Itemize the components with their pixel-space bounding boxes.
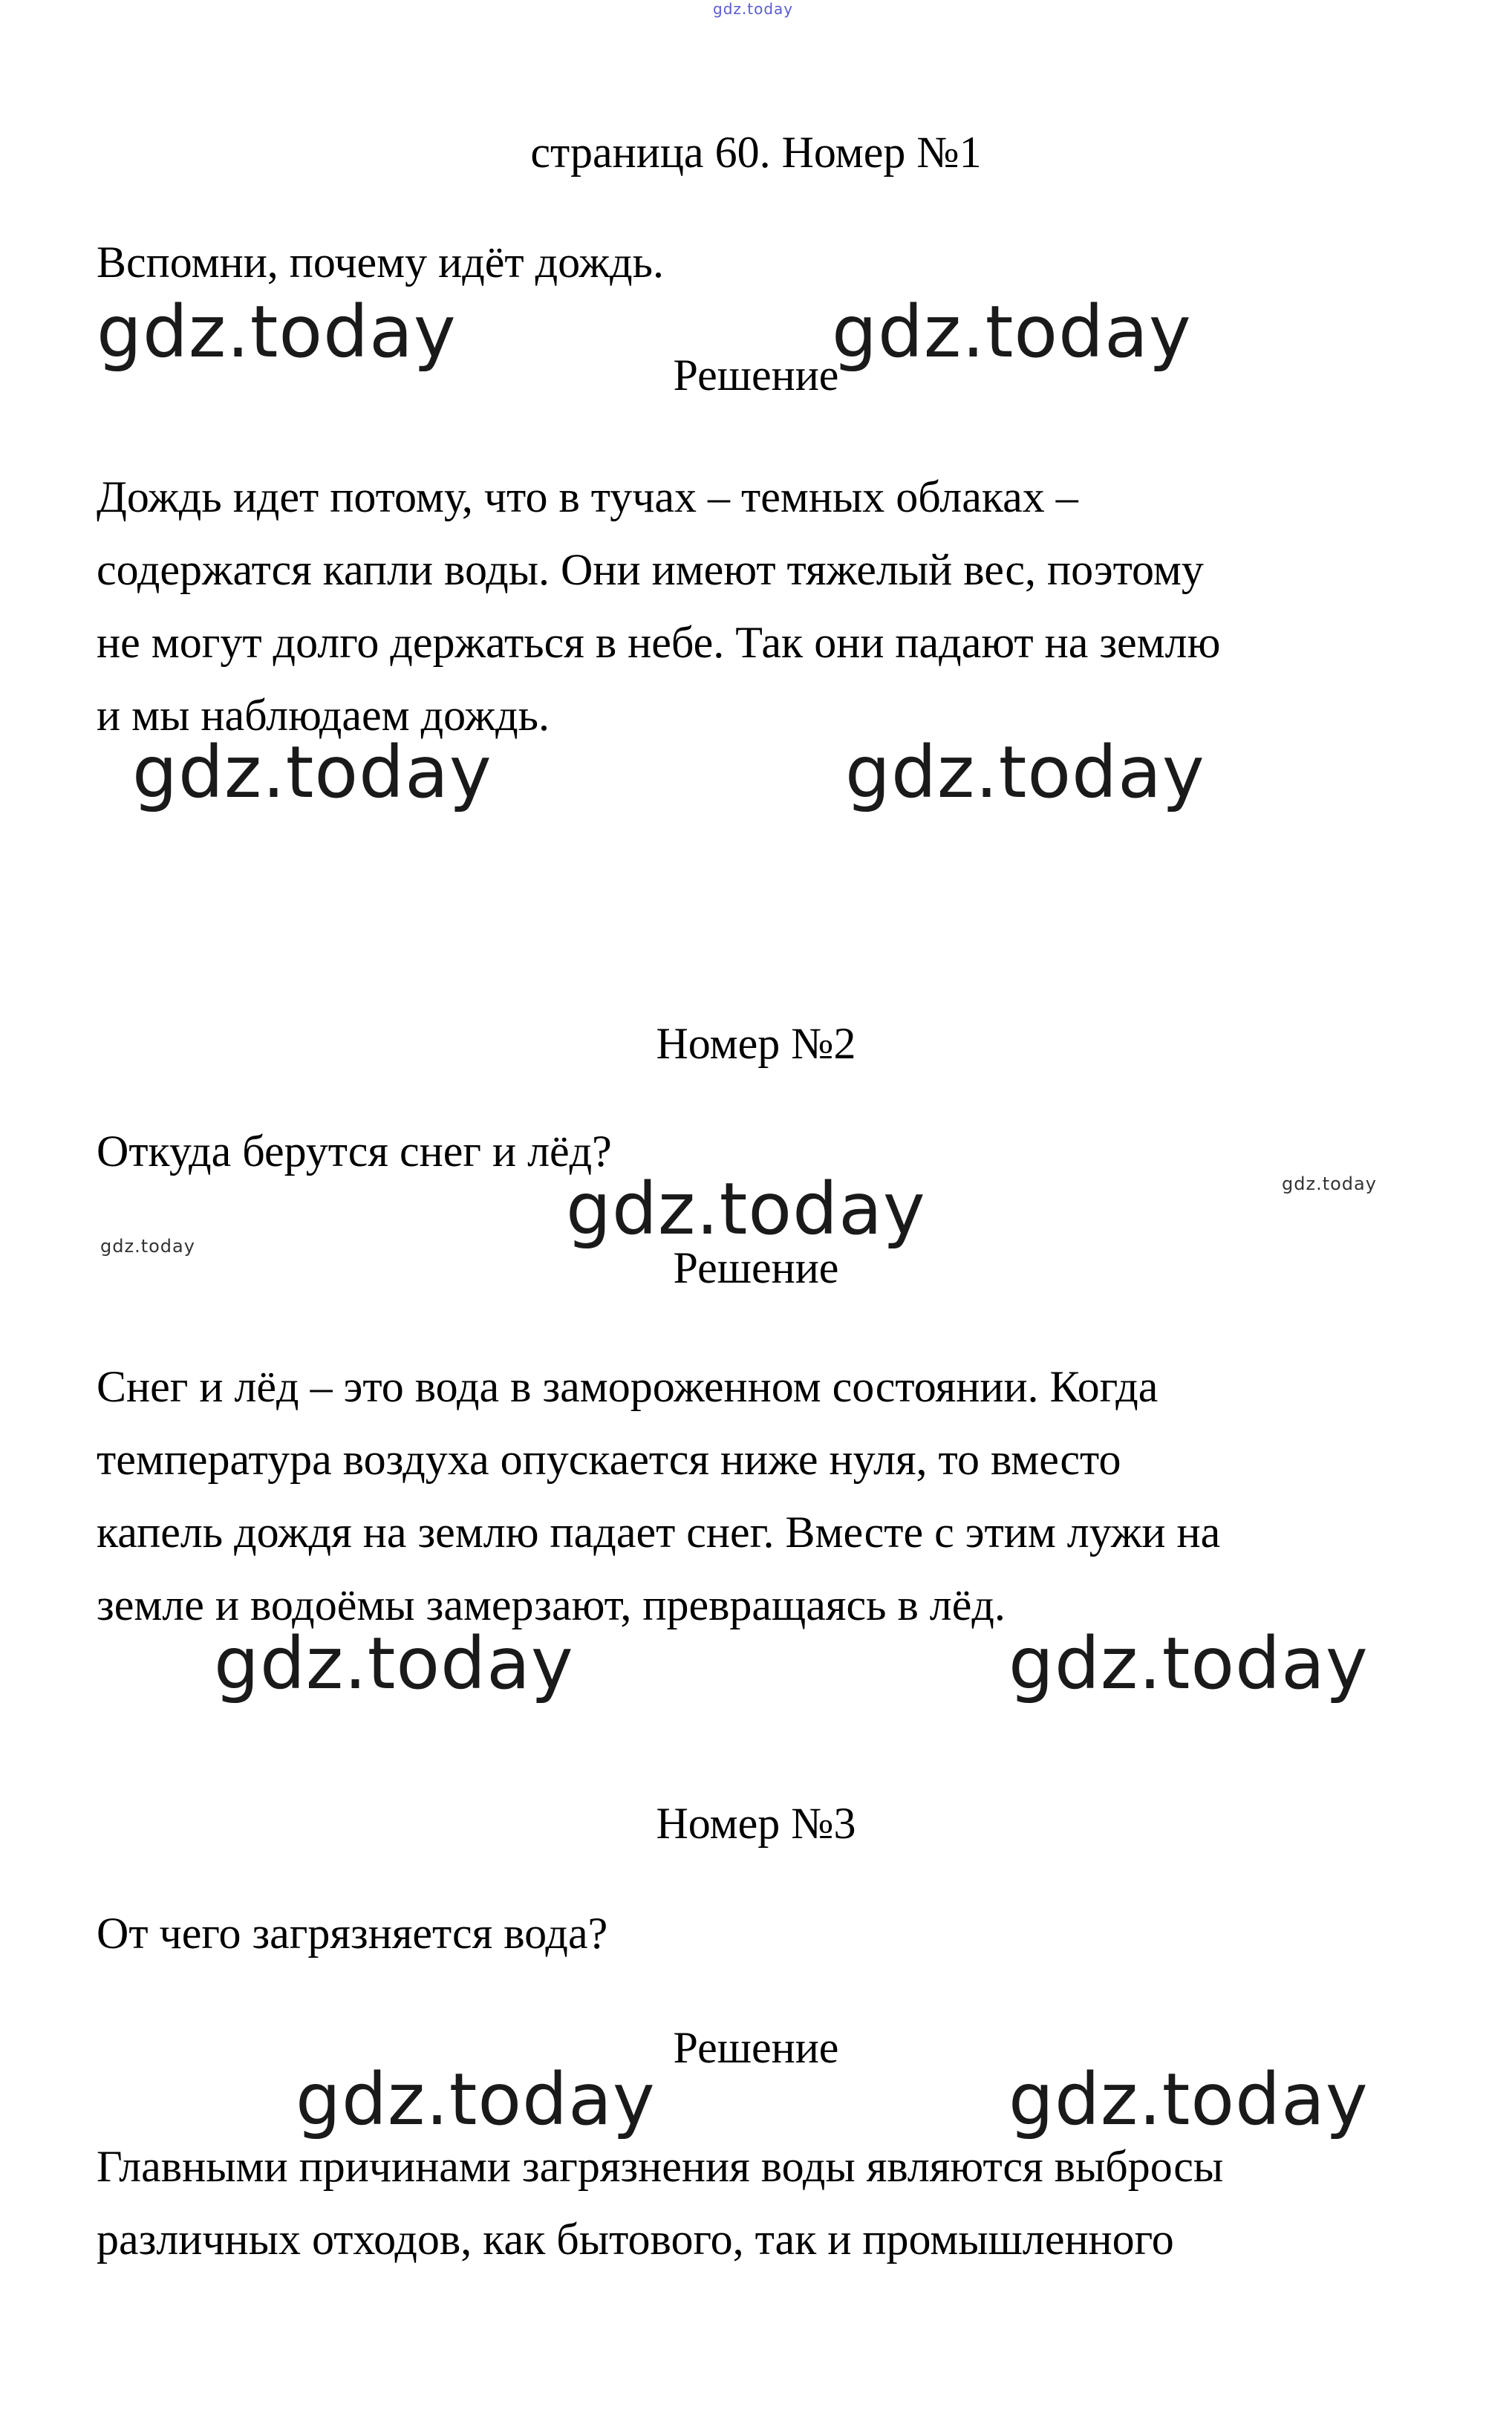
- answer-line: температура воздуха опускается ниже нуля, то вместо: [97, 1435, 1121, 1484]
- watermark: gdz.today: [132, 731, 492, 814]
- watermark: gdz.today: [845, 731, 1205, 814]
- answer-line: Главными причинами загрязнения воды являются выбросы: [97, 2142, 1224, 2191]
- section-3-heading: Номер №3: [656, 1799, 856, 1848]
- watermark: gdz.today: [97, 290, 457, 374]
- section-1-answer: [97, 460, 1433, 752]
- section-2-solution-label: Решение: [673, 1243, 839, 1292]
- section-3-solution-label: Решение: [673, 2023, 839, 2072]
- section-3-answer: [97, 2130, 1433, 2276]
- section-2-question: Откуда берутся снег и лёд?: [97, 1127, 612, 1176]
- watermark: gdz.today: [832, 290, 1192, 374]
- answer-line: капель дождя на землю падает снег. Вместе с этим лужи на: [97, 1508, 1221, 1557]
- watermark: gdz.today: [1008, 2058, 1369, 2141]
- answer-line: содержатся капли воды. Они имеют тяжелый вес, поэтому: [97, 545, 1204, 594]
- section-2-heading: Номер №2: [656, 1019, 856, 1068]
- answer-line: земле и водоёмы замерзают, превращаясь в лёд.: [97, 1580, 1006, 1629]
- watermark: gdz.today: [100, 1236, 195, 1257]
- watermark: gdz.today: [296, 2058, 656, 2141]
- section-3-question: От чего загрязняется вода?: [97, 1909, 608, 1958]
- answer-line: не могут долго держаться в небе. Так они падают на землю: [97, 618, 1221, 667]
- watermark: gdz.today: [566, 1168, 926, 1251]
- section-1-solution-label: Решение: [673, 351, 839, 400]
- answer-line: различных отходов, как бытового, так и промышленного: [97, 2215, 1174, 2264]
- top-watermark: gdz.today: [713, 0, 794, 18]
- answer-line: и мы наблюдаем дождь.: [97, 691, 550, 740]
- answer-line: Дождь идет потому, что в тучах – темных облаках –: [97, 472, 1078, 521]
- section-1-heading: страница 60. Номер №1: [530, 128, 982, 177]
- watermark: gdz.today: [1008, 1622, 1369, 1705]
- answer-line: Снег и лёд – это вода в замороженном состоянии. Когда: [97, 1362, 1159, 1411]
- section-1-question: Вспомни, почему идёт дождь.: [97, 238, 665, 287]
- watermark: gdz.today: [1282, 1173, 1377, 1194]
- watermark: gdz.today: [214, 1622, 574, 1705]
- section-2-answer: [97, 1350, 1433, 1641]
